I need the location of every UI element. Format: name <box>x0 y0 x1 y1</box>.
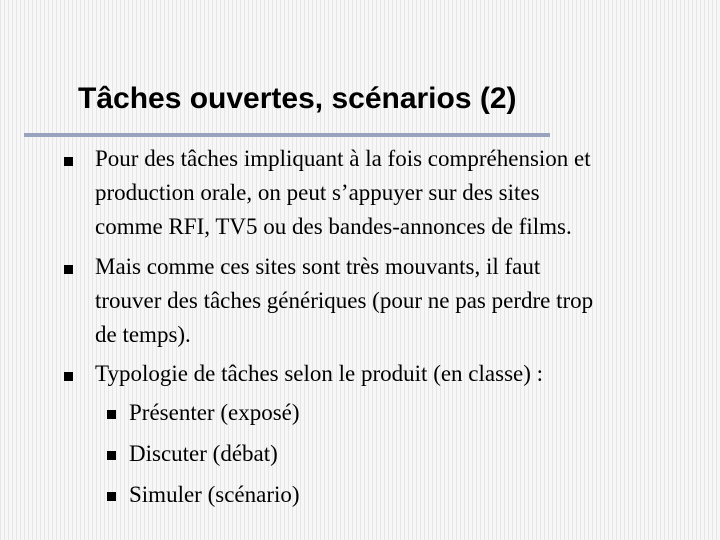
sub-bullet-square-icon <box>107 451 116 460</box>
bullet-square-icon <box>64 265 73 274</box>
sub-bullet-3: Simuler (scénario) <box>129 482 300 507</box>
bullet-3-line-1: Typologie de tâches selon le produit (en classe) : <box>95 361 544 386</box>
bullet-2-line-2: trouver des tâches génériques (pour ne pas perdre trop <box>95 288 594 313</box>
bullet-2-line-1: Mais comme ces sites sont très mouvants, il faut <box>95 254 541 279</box>
slide-title: Tâches ouvertes, scénarios (2) <box>78 82 517 115</box>
sub-bullet-square-icon <box>107 492 116 501</box>
sub-bullet-2: Discuter (débat) <box>129 441 278 466</box>
sub-bullet-square-icon <box>107 410 116 419</box>
sub-bullet-1: Présenter (exposé) <box>129 400 300 425</box>
bullet-square-icon <box>64 157 73 166</box>
bullet-1-line-3: comme RFI, TV5 ou des bandes-annonces de films. <box>95 214 572 239</box>
bullet-1-line-2: production orale, on peut s’appuyer sur des sites <box>95 180 540 205</box>
bullet-2-line-3: de temps). <box>95 322 191 347</box>
bullet-1-line-1: Pour des tâches impliquant à la fois compréhension et <box>95 146 591 171</box>
bullet-square-icon <box>64 372 73 381</box>
